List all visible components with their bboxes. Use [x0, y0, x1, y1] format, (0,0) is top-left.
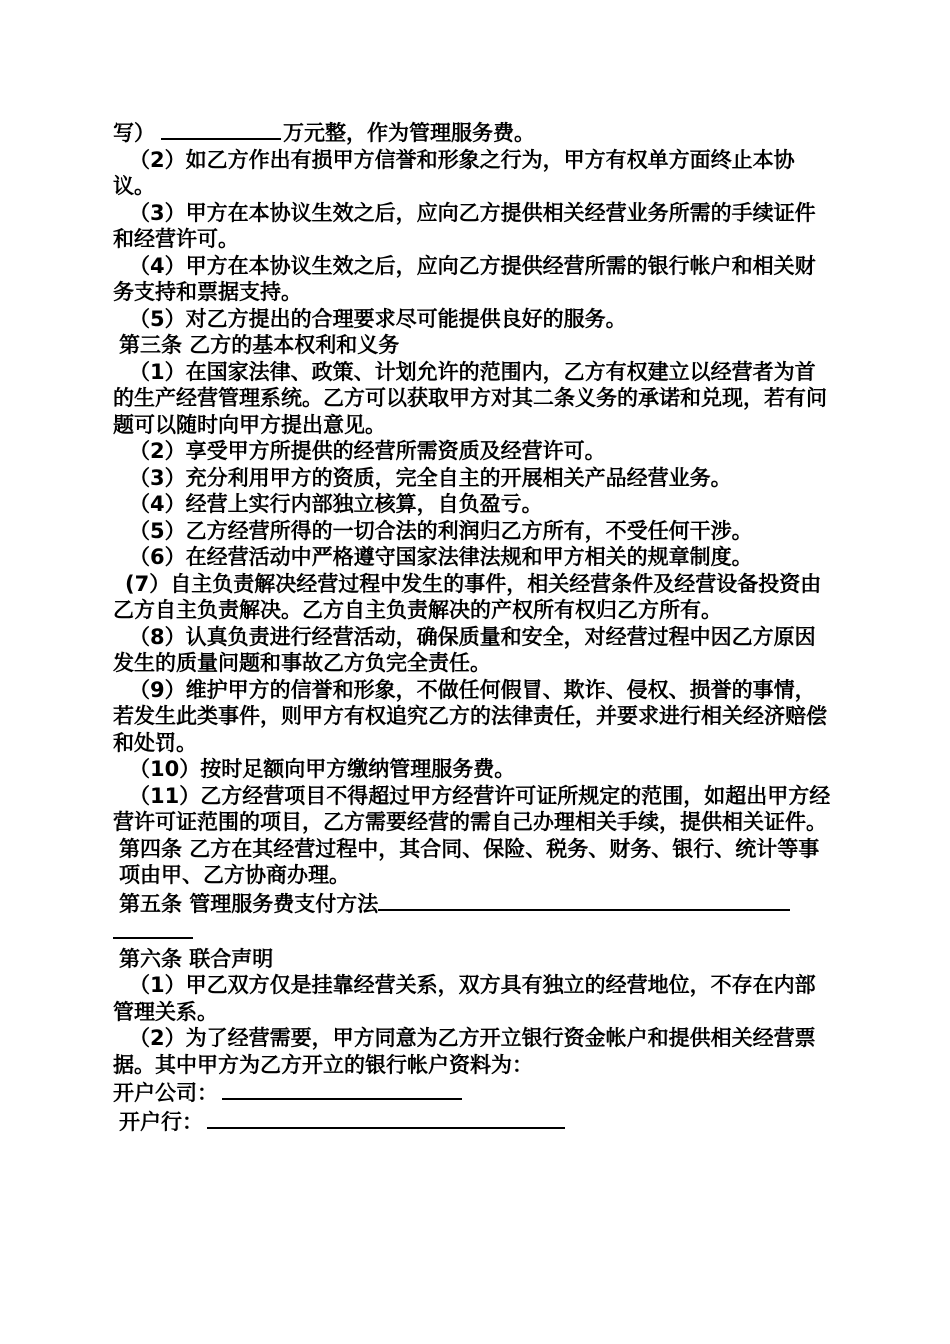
fee-amount-suffix: 万元整，作为管理服务费。	[283, 121, 535, 145]
article-3-heading: 第三条 乙方的基本权利和义务	[119, 333, 400, 357]
fee-amount-blank	[161, 118, 281, 140]
article-6-heading: 第六条 联合声明	[119, 946, 274, 971]
article-5-label: 第五条 管理服务费支付方法	[119, 891, 379, 916]
clause-2-item-3: （3）甲方在本协议生效之后，应向乙方提供相关经营业务所需的手续证件和经营许可。	[113, 200, 816, 251]
article-3-item-10: （10）按时足额向甲方缴纳管理服务费。	[129, 757, 516, 781]
article-3-item-6: （6）在经营活动中严格遵守国家法律法规和甲方相关的规章制度。	[129, 545, 753, 569]
article-3-item-9: （9）维护甲方的信誉和形象，不做任何假冒、欺诈、侵权、损誉的事情，若发生此类事件，则甲方有权追究乙方的法律责任，并要求进行相关经济赔偿和处罚。	[113, 677, 827, 755]
payment-method-blank-continued	[113, 917, 193, 939]
article-3-item-2: （2）享受甲方所提供的经营所需资质及经营许可。	[129, 439, 606, 463]
article-4: 第四条 乙方在其经营过程中，其合同、保险、税务、财务、银行、统计等事项由甲、乙方协商办理。	[119, 836, 820, 887]
article-6-item-2: （2）为了经营需要，甲方同意为乙方开立银行资金帐户和提供相关经营票据。其中甲方为乙方开立的银行帐户资料为：	[113, 1026, 816, 1077]
document-body	[113, 118, 833, 1135]
account-company-label: 开户公司：	[113, 1081, 218, 1105]
article-6-item-1: （1）甲乙双方仅是挂靠经营关系，双方具有独立的经营地位，不存在内部管理关系。	[113, 973, 816, 1024]
account-company-blank	[222, 1078, 462, 1100]
clause-2-item-4: （4）甲方在本协议生效之后，应向乙方提供经营所需的银行帐户和相关财务支持和票据支持。	[113, 253, 816, 304]
account-bank-blank	[207, 1107, 565, 1129]
clause-2-item-2: （2）如乙方作出有损甲方信誉和形象之行为，甲方有权单方面终止本协议。	[113, 147, 795, 198]
account-bank-line	[113, 1107, 833, 1136]
account-company-line	[113, 1078, 833, 1107]
article-3-item-8: （8）认真负责进行经营活动，确保质量和安全，对经营过程中因乙方原因发生的质量问题和事故乙方负完全责任。	[113, 624, 816, 675]
clause-2-item-5: （5）对乙方提出的合理要求尽可能提供良好的服务。	[129, 306, 627, 331]
payment-method-blank	[378, 889, 790, 911]
fee-amount-line	[113, 118, 833, 147]
article-3-item-3: （3）充分利用甲方的资质，完全自主的开展相关产品经营业务。	[129, 465, 732, 490]
article-3-item-11: （11）乙方经营项目不得超过甲方经营许可证所规定的范围，如超出甲方经营许可证范围的项目，乙方需要经营的需自己办理相关手续，提供相关证件。	[113, 783, 831, 834]
account-bank-label: 开户行：	[119, 1109, 203, 1134]
fee-amount-prefix: 写）	[113, 121, 155, 145]
article-3-item-1: （1）在国家法律、政策、计划允许的范围内，乙方有权建立以经营者为首的生产经营管理系统。乙方可以获取甲方对其二条义务的承诺和兑现，若有问题可以随时向甲方提出意见。	[113, 359, 827, 437]
article-5-continuation	[113, 917, 833, 946]
article-3-item-4: （4）经营上实行内部独立核算，自负盈亏。	[129, 492, 543, 516]
article-3-item-5: （5）乙方经营所得的一切合法的利润归乙方所有，不受任何干涉。	[129, 518, 753, 543]
article-5-line	[113, 889, 833, 918]
article-3-item-7: (7）自主负责解决经营过程中发生的事件，相关经营条件及经营设备投资由乙方自主负责解决。乙方自主负责解决的产权所有权归乙方所有。	[113, 571, 822, 622]
